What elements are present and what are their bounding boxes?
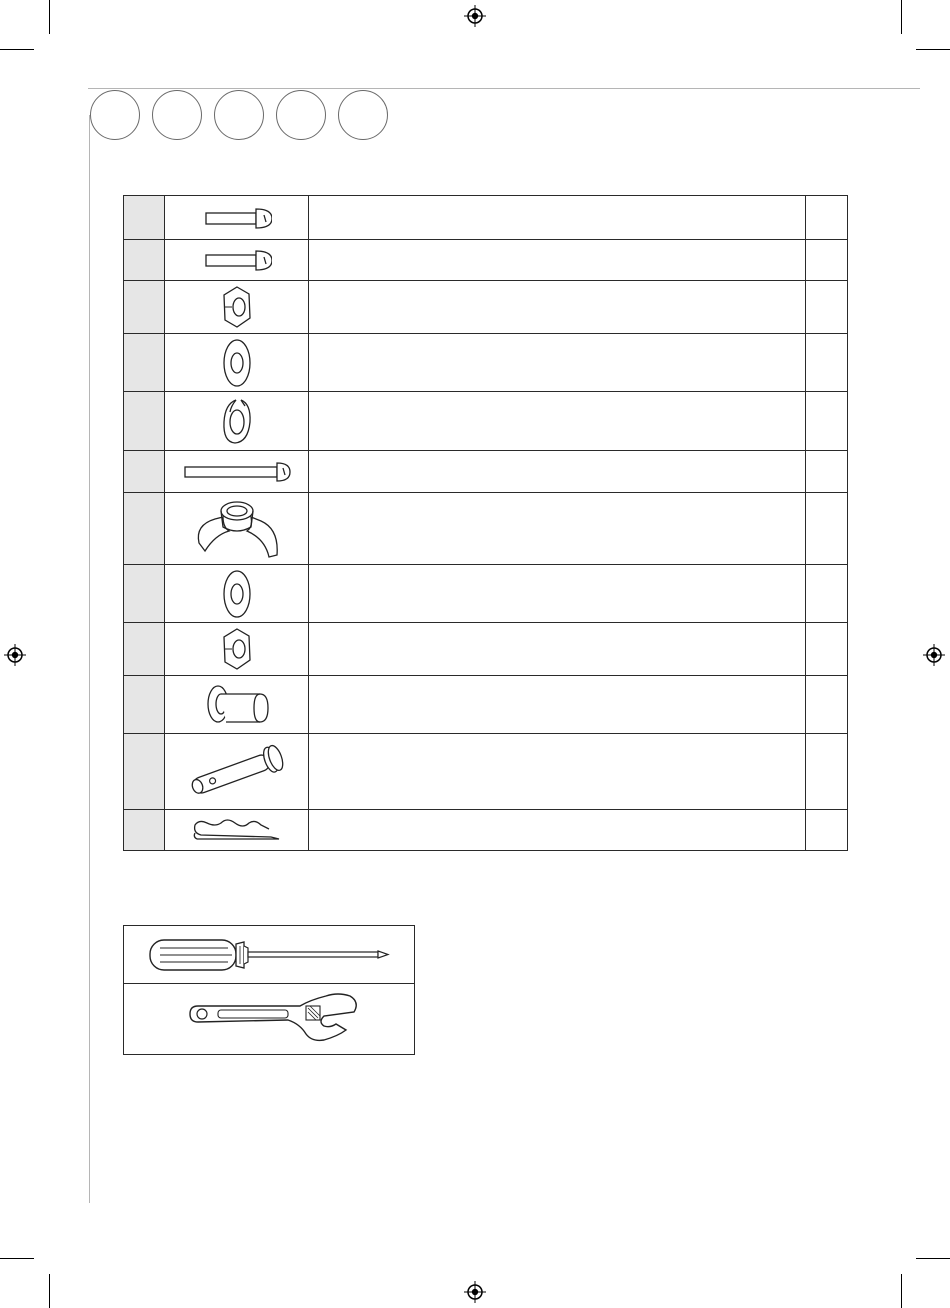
part-number xyxy=(124,493,165,565)
part-number xyxy=(124,451,165,493)
part-number xyxy=(124,565,165,623)
trim-mark xyxy=(49,1274,50,1308)
section-tab-2[interactable] xyxy=(152,90,202,140)
trim-mark xyxy=(916,49,950,50)
trim-mark xyxy=(0,49,34,50)
table-row xyxy=(124,281,848,334)
trim-mark xyxy=(0,1258,34,1259)
part-quantity xyxy=(806,281,848,334)
table-row xyxy=(124,240,848,281)
registration-mark-icon xyxy=(464,1281,486,1303)
tools-required-box xyxy=(123,925,415,1055)
part-image xyxy=(165,240,309,281)
part-quantity xyxy=(806,623,848,676)
part-description xyxy=(309,451,806,493)
part-image xyxy=(165,451,309,493)
part-description xyxy=(309,240,806,281)
part-description xyxy=(309,281,806,334)
page-frame-top xyxy=(88,88,920,89)
flanged-pin-icon xyxy=(204,682,270,728)
part-description xyxy=(309,676,806,734)
part-number xyxy=(124,392,165,451)
part-image xyxy=(165,334,309,392)
part-description xyxy=(309,392,806,451)
part-quantity xyxy=(806,392,848,451)
table-row xyxy=(124,623,848,676)
clevis-pin-icon xyxy=(181,740,293,804)
part-description xyxy=(309,334,806,392)
part-number xyxy=(124,240,165,281)
part-number xyxy=(124,334,165,392)
washer-icon xyxy=(222,338,252,388)
nut-icon xyxy=(222,285,252,329)
registration-mark-icon xyxy=(464,5,486,27)
part-quantity xyxy=(806,810,848,851)
tools-divider xyxy=(124,983,414,984)
part-quantity xyxy=(806,734,848,810)
parts-table xyxy=(123,195,848,851)
trim-mark xyxy=(901,1274,902,1308)
part-number xyxy=(124,810,165,851)
page-frame-left xyxy=(89,115,90,1203)
part-description xyxy=(309,196,806,240)
table-row xyxy=(124,565,848,623)
adjustable-wrench-icon xyxy=(188,990,364,1044)
nut-icon xyxy=(222,627,252,671)
table-row xyxy=(124,334,848,392)
registration-mark-icon xyxy=(923,644,945,666)
part-description xyxy=(309,565,806,623)
section-tab-5[interactable] xyxy=(338,90,388,140)
section-tab-1[interactable] xyxy=(90,90,140,140)
part-quantity xyxy=(806,451,848,493)
part-quantity xyxy=(806,676,848,734)
part-image xyxy=(165,734,309,810)
part-description xyxy=(309,493,806,565)
part-image xyxy=(165,281,309,334)
bolt-icon xyxy=(202,245,272,275)
table-row xyxy=(124,451,848,493)
part-description xyxy=(309,810,806,851)
part-quantity xyxy=(806,565,848,623)
part-quantity xyxy=(806,196,848,240)
r-clip-icon xyxy=(191,815,283,845)
section-tab-3[interactable] xyxy=(214,90,264,140)
section-tab-4[interactable] xyxy=(276,90,326,140)
table-row xyxy=(124,196,848,240)
part-number xyxy=(124,623,165,676)
screwdriver-icon xyxy=(148,934,392,976)
part-number xyxy=(124,196,165,240)
wing-nut-icon xyxy=(189,497,285,561)
part-quantity xyxy=(806,240,848,281)
part-description xyxy=(309,734,806,810)
part-number xyxy=(124,281,165,334)
part-quantity xyxy=(806,334,848,392)
part-image xyxy=(165,676,309,734)
part-number xyxy=(124,734,165,810)
table-row xyxy=(124,676,848,734)
trim-mark xyxy=(916,1258,950,1259)
washer-icon xyxy=(222,569,252,619)
table-row xyxy=(124,734,848,810)
table-row xyxy=(124,810,848,851)
part-image xyxy=(165,493,309,565)
part-description xyxy=(309,623,806,676)
trim-mark xyxy=(49,0,50,34)
part-image xyxy=(165,810,309,851)
bolt-icon xyxy=(202,203,272,233)
part-image xyxy=(165,623,309,676)
table-row xyxy=(124,392,848,451)
spring-washer-icon xyxy=(221,396,253,446)
long-bolt-icon xyxy=(183,457,291,487)
registration-mark-icon xyxy=(4,644,26,666)
trim-mark xyxy=(901,0,902,34)
part-image xyxy=(165,565,309,623)
part-number xyxy=(124,676,165,734)
table-row xyxy=(124,493,848,565)
part-quantity xyxy=(806,493,848,565)
part-image xyxy=(165,196,309,240)
part-image xyxy=(165,392,309,451)
